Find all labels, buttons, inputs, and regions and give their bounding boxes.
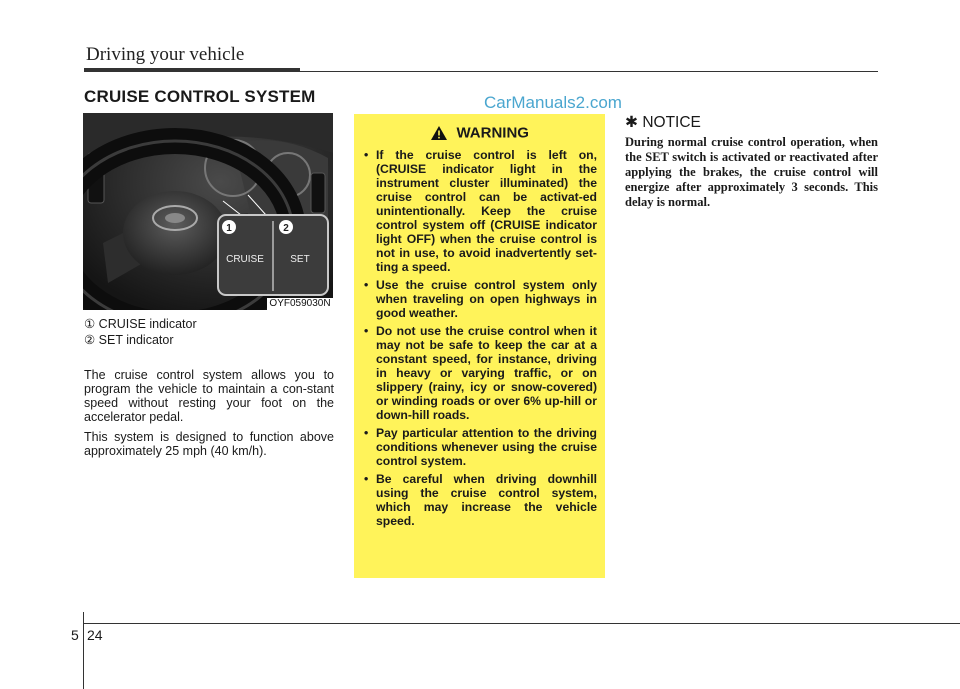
warning-list: [364, 148, 597, 532]
warning-box: [354, 114, 605, 578]
header-bar: [84, 68, 300, 72]
figure-code: OYF059030N: [267, 298, 333, 310]
body-paragraph-1: The cruise control system allows you to program the vehicle to maintain a con-stant speed without resting your foot on the accelerator pedal.: [84, 368, 334, 424]
body-paragraph-2: This system is designed to function above approximately 25 mph (40 km/h).: [84, 430, 334, 458]
notice-title: NOTICE: [642, 114, 701, 131]
notice-header: [625, 113, 701, 132]
steering-wheel-illustration: [83, 113, 333, 310]
notice-star-icon: ✱: [625, 114, 638, 131]
warning-icon: [430, 125, 448, 141]
warning-item: • If the cruise control is left on, (CRUISE indicator light in the instrument cluster illuminated) the cruise control can be activat-ed unintentionally. Keep the cruise control system off (CRUISE indicator light OFF) when the cruise control is not in use, to avoid inadvertently set-ting a speed.: [364, 148, 597, 274]
footer-section-number: 5: [71, 627, 79, 643]
marker-2-label: 2: [283, 223, 289, 234]
set-indicator-label: SET: [290, 254, 310, 265]
caption-cruise-indicator: ① CRUISE indicator: [84, 317, 197, 331]
warning-item: • Use the cruise control system only when traveling on open highways in good weather.: [364, 278, 597, 320]
watermark: CarManuals2.com: [484, 93, 622, 112]
page-header-title: Driving your vehicle: [86, 44, 245, 65]
section-title: CRUISE CONTROL SYSTEM: [84, 87, 316, 106]
notice-text: During normal cruise control operation, when the SET switch is activated or reactivated after applying the brakes, the cruise control will energize after approximately 3 seconds. This delay is normal.: [625, 135, 878, 209]
warning-title: WARNING: [456, 124, 529, 142]
warning-item: • Do not use the cruise control when it may not be safe to keep the car at a constant speed, for instance, driving in heavy or varying traffic, or on slippery (rainy, icy or snow-covered) or winding roads or over 6% up-hill or down-hill roads.: [364, 324, 597, 422]
footer-page-number: 24: [87, 627, 103, 643]
dashboard-photo: [83, 113, 333, 310]
caption-set-indicator: ② SET indicator: [84, 333, 174, 347]
cruise-indicator-label: CRUISE: [226, 254, 264, 265]
warning-header: [354, 124, 605, 142]
header-rule: [300, 71, 878, 72]
marker-1-label: 1: [226, 223, 232, 234]
footer-rule: [83, 623, 960, 624]
warning-item: • Pay particular attention to the driving conditions whenever using the cruise control system.: [364, 426, 597, 468]
warning-item: • Be careful when driving downhill using the cruise control system, which may increase the vehicle speed.: [364, 472, 597, 528]
